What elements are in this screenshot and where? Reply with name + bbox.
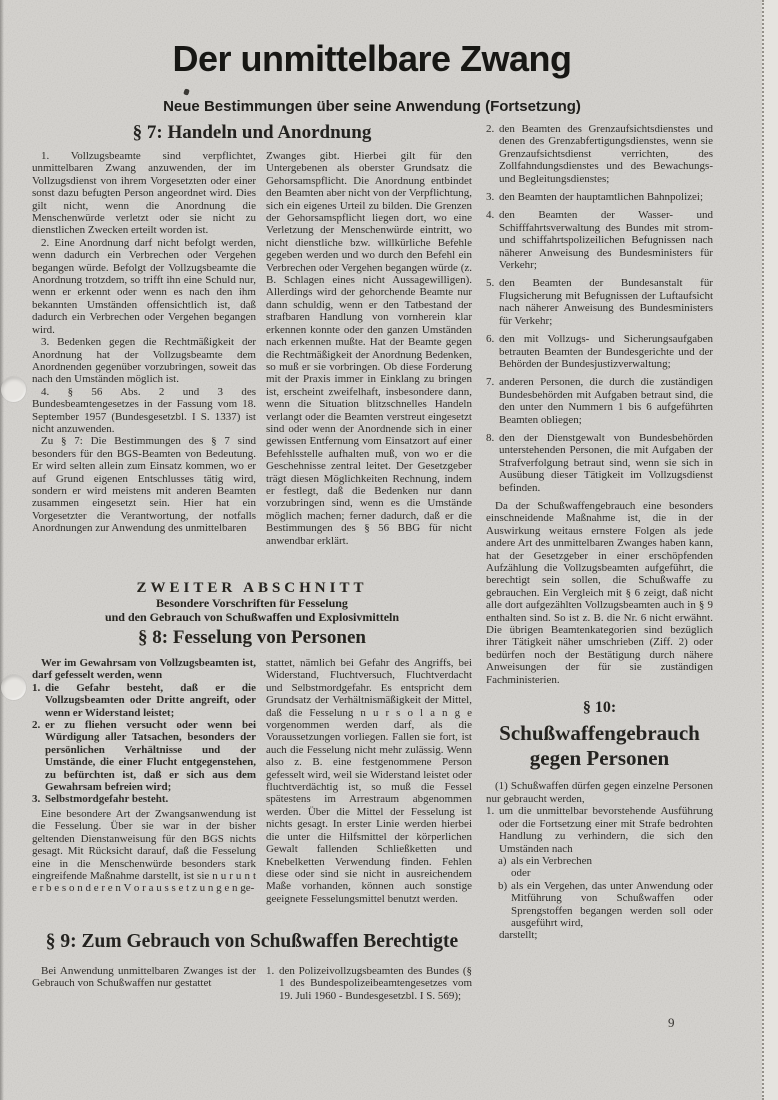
item-text: den der Dienstgewalt von Bundesbehörden unterstehenden Personen, die mit Aufgaben der Strafverfolgung betraut sind, wenn sie sich in Ausübung dieser Tätigkeit im Vollzugsdienst befinden. <box>499 431 713 494</box>
list-item <box>266 965 472 1002</box>
punch-hole-bottom <box>1 675 26 700</box>
article-title: Der unmittelbare Zwang <box>172 38 572 79</box>
paragraph: 3. Bedenken gegen die Rechtmäßigkeit der Anordnung hat der Vollzugsbeamte dem Anordnenden gegenüber vorzubringen, soweit das nach den Umständen möglich ist. <box>32 336 256 386</box>
list-item <box>486 805 713 855</box>
paragraph: Bei Anwendung unmittelbaren Zwanges ist der Gebrauch von Schußwaffen nur gestattet <box>32 965 256 990</box>
scan-edge-shadow <box>0 0 4 1100</box>
chapter-subtitle-line-1: Besondere Vorschriften für Fesselung <box>156 596 348 610</box>
section-10-heading-block <box>486 699 713 771</box>
list-item <box>32 682 256 719</box>
item-number: 4. <box>486 209 495 222</box>
clause-tail: darstellt; <box>499 929 538 942</box>
second-chapter-heading-block <box>32 580 472 649</box>
section-8-body <box>32 657 472 905</box>
section-9-heading: § 9: Zum Gebrauch von Schußwaffen Berechtigte <box>45 931 459 952</box>
section-10-heading-line-1: Schußwaffengebrauch <box>499 721 700 746</box>
section-9-column-2 <box>266 965 472 1002</box>
footnote-mark <box>183 88 190 95</box>
sub-list-item <box>486 880 713 930</box>
list-item <box>32 793 256 805</box>
page-number: 9 <box>668 1015 675 1030</box>
right-column <box>486 123 713 942</box>
item-text: er zu fliehen versucht oder wenn bei Würdigung aller Tatsachen, besonders der persönlichen Verhältnisse und der Umstände, die einer Flucht entgegenstehen, zu befürchten ist, daß er sich aus dem Gewahrsam befreien wird; <box>45 719 256 794</box>
item-letter: b) <box>498 879 508 892</box>
item-text: Selbstmordgefahr besteht. <box>45 793 169 806</box>
item-number: 1. <box>486 805 495 818</box>
section-10-heading-line-2: gegen Personen <box>529 746 670 771</box>
punch-hole-top <box>1 377 26 402</box>
law-text-intro: Wer im Gewahrsam von Vollzugsbeamten ist, darf gefesselt werden, wenn <box>32 657 256 682</box>
item-text: den Beamten der Wasser- und Schifffahrtsverwaltung des Bundes mit strom- und schiffahrtspolizeilichen Befugnissen nach näherer Anweisung des Bundesministers für Verkehr; <box>499 209 713 272</box>
item-text: um die unmittelbar bevorstehende Ausführung oder die Fortsetzung einer mit Strafe bedrohten Handlung zu verhindern, die sich den Umständen nach <box>499 805 713 855</box>
item-text: den Beamten der hauptamtlichen Bahnpolizei; <box>499 191 704 204</box>
section-9-column-1 <box>32 965 256 1002</box>
item-text: den Polizeivollzugsbeamten des Bundes (§ 1 des Bundespolizeibeamtengesetzes vom 19. Juli 1960 - Bundesgesetzbl. I S. 569); <box>279 965 472 1002</box>
commentary-paragraph: Da der Schußwaffengebrauch eine besonders einschneidende Maßnahme ist, die in der Auswirkung weitaus ernstere Folgen als jede andere Art des unmittelbaren Zwanges haben kann, hat der Gesetzgeber in einer erschöpfenden Aufzählung die Vollzugsbeamten aufgeführt, die berechtigt sein sollen, die Schußwaffe zu gebrauchen. Ein Vergleich mit § 6 zeigt, daß nicht alle dort aufgezählten Vollzugsbeamten auch in § 9 enthalten sind. So ist z. B. die Nr. 6 nicht erwähnt. Die übrigen Beamtenkategorien sind bezüglich ihrer Tätigkeit näher umschrieben (Ziff. 2) oder bedürfen noch der Bestätigung durch nähere Anweisungen der für sie zuständigen Fachministerien. <box>486 499 713 686</box>
section-10-number: § 10: <box>582 699 617 717</box>
perforation-strip <box>762 0 778 1100</box>
item-number: 6. <box>486 333 495 346</box>
item-number: 2. <box>486 123 495 135</box>
paragraph-continuation: Zwanges gibt. Hierbei gilt für den Untergebenen als oberster Grundsatz die Gehorsamspflicht. Die Anordnung entbindet den Beamten aber nicht von der Verpflichtung, sich ein eigenes Urteil zu bilden. Die Grenzen der Gehorsamspflicht liegen dort, wo eine Verletzung der Menschenwürde eintritt, wo nicht dienstliche bzw. willkürliche Befehle gegeben werden und wo durch den Befehl ein Verbrechen oder Vergehen begangen würde (z. B. Schlagen eines nicht Aussagewilligen). Allerdings wird der gehorchende Beamte nur dann schuldig, wenn er den Tatbestand der strafbaren Handlung von vornherein klar erkennen konnte oder den ganzen Umständen nach erkennen mußte. Hat der Beamte gegen die Rechtmäßigkeit der Anordnung Bedenken, so muß er sie vorbringen. Ob diese Forderung mit der Praxis immer in Einklang zu bringen ist, erscheint zweifelhaft, insbesondere dann, wenn die Situation blitzschnelles Handeln verlangt oder die Beamten verstreut eingesetzt sind oder wenn der Anordnende sich in einer gewissen Entfernung vom Einsatzort auf einer Befehlsstelle aufhalten muß, von wo er die Geschehnisse zentral leitet. Der Gesetzgeber trägt diesen Möglichkeiten Rechnung, indem er festlegt, daß die Bedenken nur dann vorzubringen sind, wenn es die Umstände möglich machen; ferner dadurch, daß er die Bestimmungen des § 56 BBG für nicht anwendbar erklärt. <box>266 150 472 547</box>
chapter-subtitle-line-2: und den Gebrauch von Schußwaffen und Explosivmitteln <box>104 609 400 624</box>
item-text: die Gefahr besteht, daß er die Vollzugsbeamten oder Dritte angreift, oder wenn er Widerstand leistet; <box>45 681 256 719</box>
sub-list-item <box>486 855 713 867</box>
list-item <box>486 277 713 327</box>
section-8-column-2 <box>266 657 472 905</box>
list-item <box>486 209 713 271</box>
paragraph-continuation: stattet, nämlich bei Gefahr des Angriffs, bei Widerstand, Fluchtversuch, Fluchtverdacht und Selbstmordgefahr. Es entspricht dem Grundsatz der Verhältnismäßigkeit der Mittel, daß die Fesselung n u r s o l a n g e vorgenommen werden darf, als die Voraussetzungen vorliegen. Fallen sie fort, ist auch die Fesselung nicht mehr zulässig. Wenn also z. B. eine festgenommene Person gefesselt wird, weil sie Widerstand leistet oder fluchtverdächtig ist, so muß die Fessel spätestens im Arrestraum abgenommen werden. Über die Mittel der Fesselung ist nichts gesagt. In erster Linie werden hierbei die unter die Hilfsmittel der körperlichen Gewalt fallenden Schließketten und Knebelketten Verwendung finden. Fehlen diese oder sind sie nicht in ausreichendem Maße vorhanden, können auch sonstige geeignete Fesselungsmittel benutzt werden. <box>266 657 472 905</box>
section-7-heading: § 7: Handeln und Anordnung <box>132 122 372 143</box>
section-7-body <box>32 150 472 547</box>
item-text: den Beamten des Grenzaufsichtsdienstes und denen des Grenzabfertigungsdienstes, wenn sie Grenzaufsichtsdienst verrichten, des Zollfahndungsdienstes und des Bewachungs- und Begleitungsdienstes; <box>499 123 713 185</box>
section-7-column-1 <box>32 150 256 547</box>
item-text: anderen Personen, die durch die zuständigen Bundesbehörden mit Aufgaben betraut sind, die den unter den Nummern 1 bis 6 aufgeführten Beamten obliegen; <box>499 376 713 426</box>
section-8-heading: § 8: Fesselung von Personen <box>138 627 366 648</box>
item-text: als ein Vergehen, das unter Anwendung oder Mitführung von Schußwaffen oder Sprengstoffen begangen werden soll oder ausgeführt wird, <box>511 879 713 929</box>
item-number: 1. <box>266 965 275 977</box>
list-item <box>486 376 713 426</box>
list-item <box>32 719 256 793</box>
commentary-paragraph: Eine besondere Art der Zwangsanwendung ist die Fesselung. Über sie war in der bisher geltenden Dienstanweisung für den BGS nichts gesagt. Mit Rücksicht darauf, daß die Fesselung eine in die Menschenwürde besonders stark eingreifende Maßnahme darstellt, ist sie n u r u n t e r b e s o n d e r e n V o r a u s s e t z u n g e n ge- <box>32 807 256 895</box>
paragraph: 1. Vollzugsbeamte sind verpflichtet, unmittelbaren Zwang anzuwenden, der im Vollzugsdienst von ihrem Vorgesetzten oder einer sonst dazu befugten Person angeordnet wird. Dies gilt nicht, wenn die Anordnung die Menschenwürde verletzt oder sie nicht zu dienstlichen Zwecken erteilt worden ist. <box>32 150 256 237</box>
paragraph: Zu § 7: Die Bestimmungen des § 7 sind besonders für den BGS-Beamten von Bedeutung. Er wird selten allein zum Einsatz kommen, wo er auf Grund eigenen Entschlusses tätig wird, sondern er wird meistens mit anderen Beamten zusammen eingesetzt sein. Hier hat ein Vorgesetzter die Verantwortung, der notfalls Anordnungen zur Anwendung des unmittelbaren <box>32 435 256 535</box>
item-number: 7. <box>486 376 495 389</box>
paragraph: 4. § 56 Abs. 2 und 3 des Bundesbeamtengesetzes in der Fassung vom 18. September 1957 (Bundesgesetzbl. I S. 1337) ist nicht anzuwenden. <box>32 385 256 435</box>
section-8-column-1 <box>32 657 256 905</box>
item-letter: a) <box>498 854 507 867</box>
list-item <box>486 123 713 185</box>
list-item <box>486 432 713 494</box>
item-number: 8. <box>486 431 495 444</box>
connector-word: oder <box>511 867 531 880</box>
item-number: 1. <box>32 681 41 694</box>
list-item <box>486 333 713 370</box>
chapter-title: ZWEITER ABSCHNITT <box>136 580 368 596</box>
item-number: 3. <box>32 793 41 806</box>
item-number: 3. <box>486 191 495 204</box>
item-text: den mit Vollzugs- und Sicherungsaufgaben betrauten Beamten der Bundesgerichte und der Behörden der Bundesjustizverwaltung; <box>499 333 713 370</box>
section-7-column-2 <box>266 150 472 547</box>
list-item <box>486 191 713 203</box>
section-9-body <box>32 965 472 1002</box>
item-number: 2. <box>32 719 41 732</box>
paragraph: (1) Schußwaffen dürfen gegen einzelne Personen nur gebraucht werden, <box>486 780 713 805</box>
paragraph: 2. Eine Anordnung darf nicht befolgt werden, wenn dadurch ein Verbrechen oder Vergehen begangen würde. Befolgt der Vollzugsbeamte die Anordnung trotzdem, so trifft ihn eine Schuld nur, wenn er erkennt oder wenn es nach den ihm bekannten Umständen offensichtlich ist, daß dadurch ein Verbrechen oder Vergehen begangen wird. <box>32 236 256 336</box>
item-text: den Beamten der Bundesanstalt für Flugsicherung mit Befugnissen der Luftaufsicht nach näherer Anweisung des Bundesministers für Verkehr; <box>499 277 713 327</box>
article-subtitle: Neue Bestimmungen über seine Anwendung (Fortsetzung) <box>163 98 581 115</box>
item-text: als ein Verbrechen <box>511 854 593 867</box>
item-number: 5. <box>486 277 495 290</box>
